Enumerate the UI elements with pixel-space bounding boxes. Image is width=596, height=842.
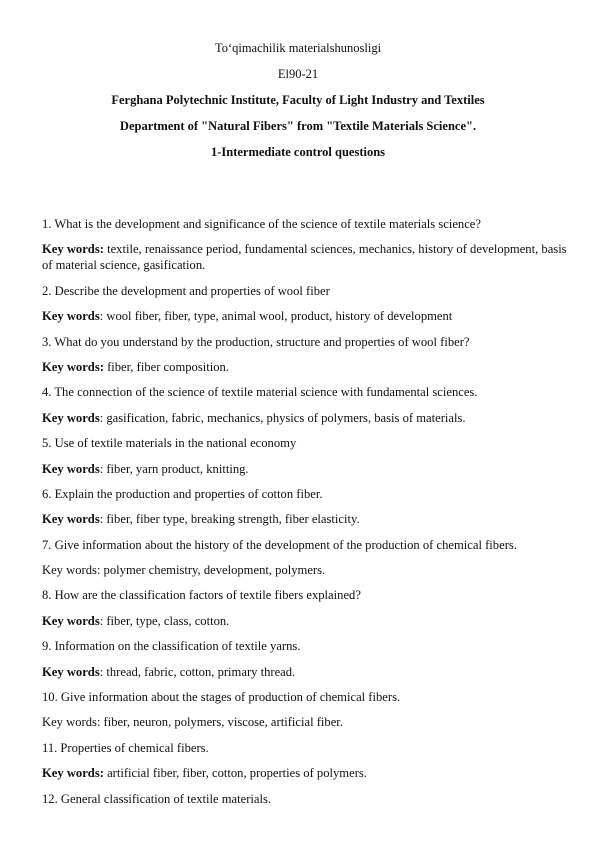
- institute-line: Ferghana Polytechnic Institute, Faculty of Light Industry and Textiles: [111, 93, 485, 107]
- key-words-label: Key words:: [42, 766, 104, 781]
- key-words-text: : fiber, fiber type, breaking strength, fiber elasticity.: [99, 512, 360, 527]
- key-words-3: [42, 359, 576, 375]
- question-7: 7. Give information about the history of the development of the production of chemical fibers.: [42, 537, 517, 552]
- key-words-text: Key words: polymer chemistry, development, polymers.: [42, 563, 326, 578]
- key-words-text: : fiber, yarn product, knitting.: [99, 461, 249, 476]
- department-line: Department of "Natural Fibers" from "Textile Materials Science".: [119, 119, 477, 133]
- question-4: 4. The connection of the science of textile material science with fundamental sciences.: [42, 385, 478, 400]
- document-title: 1-Intermediate control questions: [210, 145, 386, 159]
- key-words-text: artificial fiber, fiber, cotton, properties of polymers.: [103, 766, 367, 781]
- key-words-9: [42, 664, 576, 680]
- question-11: 11. Properties of chemical fibers.: [42, 740, 209, 755]
- key-words-label: Key words: [42, 410, 100, 425]
- key-words-text: fiber, fiber composition.: [103, 359, 229, 374]
- question-2: 2. Describe the development and properties of wool fiber: [42, 283, 330, 298]
- key-words-label: Key words: [42, 512, 100, 527]
- key-words-text: : gasification, fabric, mechanics, physics of polymers, basis of materials.: [99, 410, 466, 425]
- key-words-label: Key words:: [42, 359, 104, 374]
- key-words-6: [42, 511, 576, 527]
- key-words-label: Key words:: [42, 242, 104, 257]
- key-words-text: : fiber, type, class, cotton.: [99, 613, 230, 628]
- key-words-10: [42, 714, 576, 730]
- key-words-8: [42, 613, 576, 629]
- key-words-1: [42, 241, 576, 273]
- key-words-label: Key words: [42, 461, 100, 476]
- key-words-text: Key words: fiber, neuron, polymers, viscose, artificial fiber.: [42, 715, 343, 730]
- question-10: 10. Give information about the stages of production of chemical fibers.: [42, 690, 401, 705]
- key-words-text: : thread, fabric, cotton, primary thread.: [99, 664, 296, 679]
- key-words-text: : wool fiber, fiber, type, animal wool, product, history of development: [99, 309, 453, 324]
- key-words-label: Key words: [42, 309, 100, 324]
- question-5: 5. Use of textile materials in the national economy: [42, 436, 297, 451]
- subject-title: To‘qimachilik materialshunosligi: [214, 41, 382, 55]
- key-words-5: [42, 461, 576, 477]
- key-words-7: [42, 562, 576, 578]
- question-9: 9. Information on the classification of textile yarns.: [42, 639, 301, 654]
- key-words-2: [42, 308, 576, 324]
- question-3: 3. What do you understand by the production, structure and properties of wool fiber?: [42, 334, 470, 349]
- question-6: 6. Explain the production and properties of cotton fiber.: [42, 486, 323, 501]
- question-1: 1. What is the development and significance of the science of textile materials science?: [42, 217, 481, 231]
- group-code: El90-21: [277, 67, 319, 81]
- key-words-11: [42, 765, 576, 781]
- question-8: 8. How are the classification factors of textile fibers explained?: [42, 588, 361, 603]
- key-words-4: [42, 410, 576, 426]
- key-words-label: Key words: [42, 613, 100, 628]
- question-list: [42, 216, 576, 816]
- key-words-text: textile, renaissance period, fundamental sciences, mechanics, history of development, basis of material science, gasification.: [42, 242, 567, 273]
- key-words-label: Key words: [42, 664, 100, 679]
- question-12: 12. General classification of textile materials.: [42, 791, 272, 806]
